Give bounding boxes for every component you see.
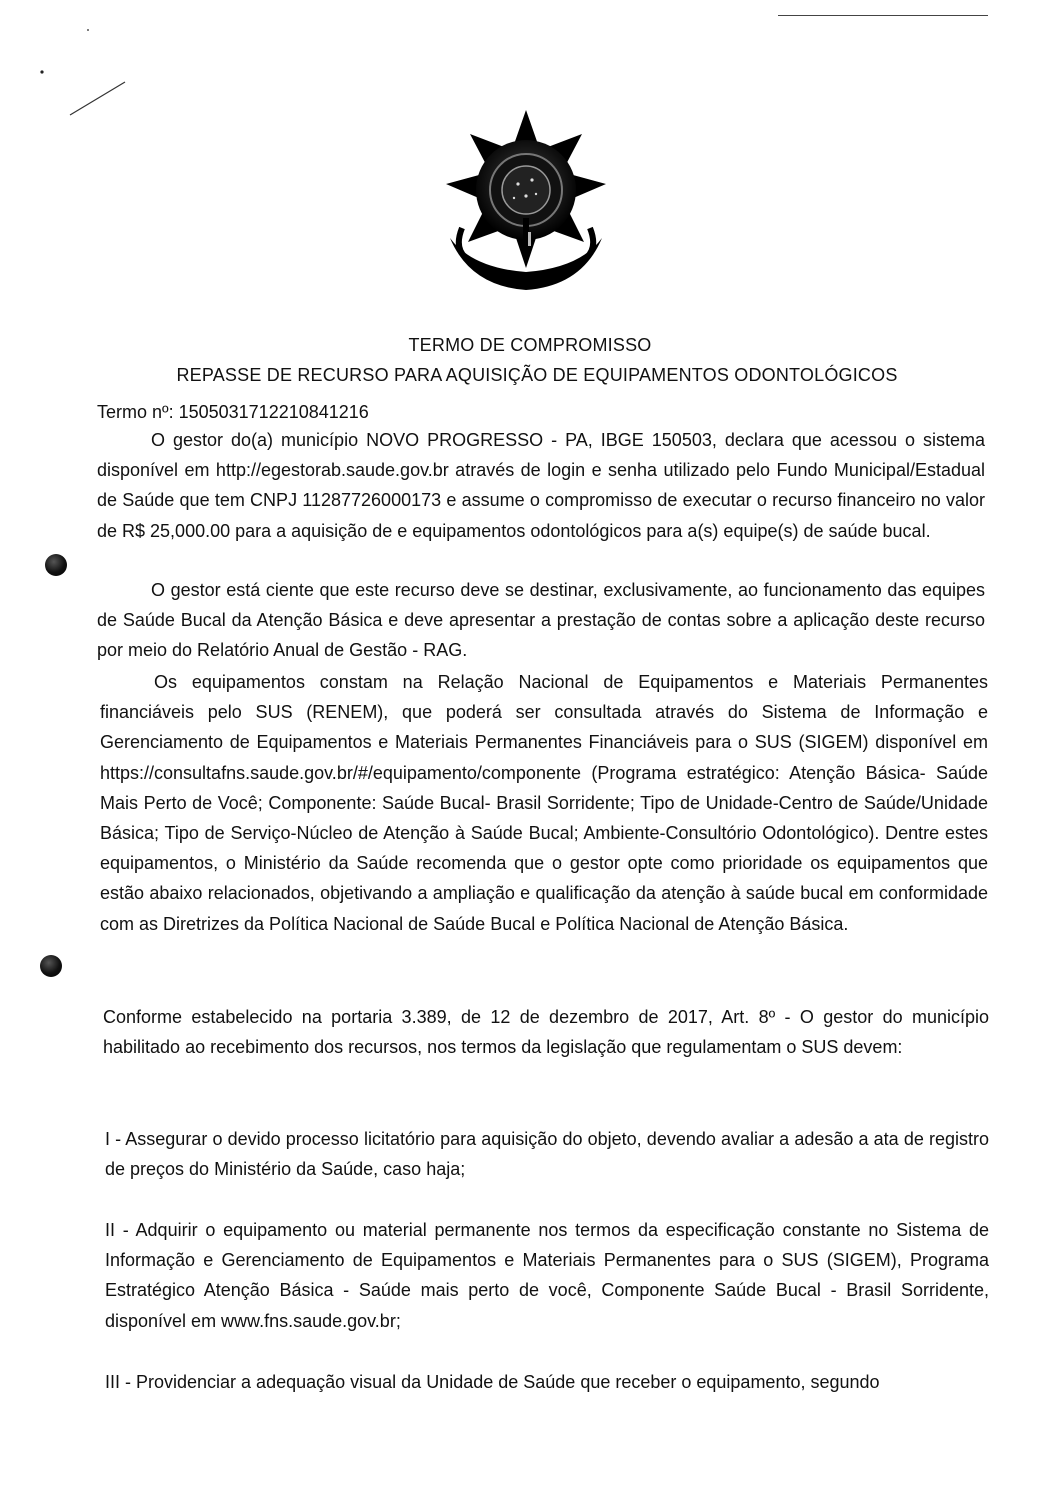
paragraph-equipment-list: Os equipamentos constam na Relação Nacional de Equipamentos e Materiais Permanentes financiáveis pelo SUS (RENEM), que poderá ser consultada através do Sistema de Informação e Gerenciamento de Equipamentos e Materiais Permanentes Financiáveis para o SUS (SIGEM) disponível em https://consultafns.saude.gov.br/#/equipamento/componente (Programa estratégico: Atenção Básica- Saúde Mais Perto de Você; Componente: Saúde Bucal- Brasil Sorridente; Tipo de Unidade-Centro de Saúde/Unidade Básica; Tipo de Serviço-Núcleo de Atenção à Saúde Bucal; Ambiente-Consultório Odontológico). Dentre estes equipamentos, o Ministério da Saúde recomenda que o gestor opte como prioridade os equipamentos que estão abaixo relacionados, objetivando a ampliação e qualificação da atenção à saúde bucal em conformidade com as Diretrizes da Política Nacional de Saúde Bucal e Política Nacional de Atenção Básica. <box>100 672 988 934</box>
coat-of-arms-emblem <box>440 108 612 294</box>
item-two: II - Adquirir o equipamento ou material permanente nos termos da especificação constante no Sistema de Informação e Gerenciamento de Equipamentos e Materiais Permanentes para o SUS (SIGEM), Programa Estratégico Atenção Básica - Saúde mais perto de você, Componente Saúde Bucal - Brasil Sorridente, disponível em www.fns.saude.gov.br; <box>105 1220 989 1331</box>
document-title: TERMO DE COMPROMISSO <box>408 335 652 355</box>
punch-hole-lower <box>40 955 62 977</box>
term-number: Termo nº: 1505031712210841216 <box>97 402 369 422</box>
item-one: I - Assegurar o devido processo licitatório para aquisição do objeto, devendo avaliar a adesão a ata de registro de preços do Ministério da Saúde, caso haja; <box>105 1129 989 1180</box>
scan-mark-top-left <box>30 20 140 130</box>
scan-mark-top-right <box>778 15 988 16</box>
paragraph-portaria: Conforme estabelecido na portaria 3.389, de 12 de dezembro de 2017, Art. 8º - O gestor do município habilitado ao recebimento dos recursos, nos termos da legislação que regulamentam o SUS devem: <box>103 1007 989 1058</box>
punch-hole-upper <box>45 554 67 576</box>
document-subtitle: REPASSE DE RECURSO PARA AQUISIÇÃO DE EQUIPAMENTOS ODONTOLÓGICOS <box>176 365 898 385</box>
paragraph-declaration: O gestor do(a) município NOVO PROGRESSO - PA, IBGE 150503, declara que acessou o sistema disponível em http://egestorab.saude.gov.br através de login e senha utilizado pelo Fundo Municipal/Estadual de Saúde que tem CNPJ 11287726000173 e assume o compromisso de executar o recurso financeiro no valor de R$ 25,000.00 para a aquisição de e equipamentos odontológicos para a(s) equipe(s) de saúde bucal. <box>97 430 985 541</box>
paragraph-resource-purpose: O gestor está ciente que este recurso deve se destinar, exclusivamente, ao funcionamento das equipes de Saúde Bucal da Atenção Básica e deve apresentar a prestação de contas sobre a aplicação deste recurso por meio do Relatório Anual de Gestão - RAG. <box>97 580 985 661</box>
item-three: III - Providenciar a adequação visual da Unidade de Saúde que receber o equipamento, segundo <box>105 1372 880 1392</box>
